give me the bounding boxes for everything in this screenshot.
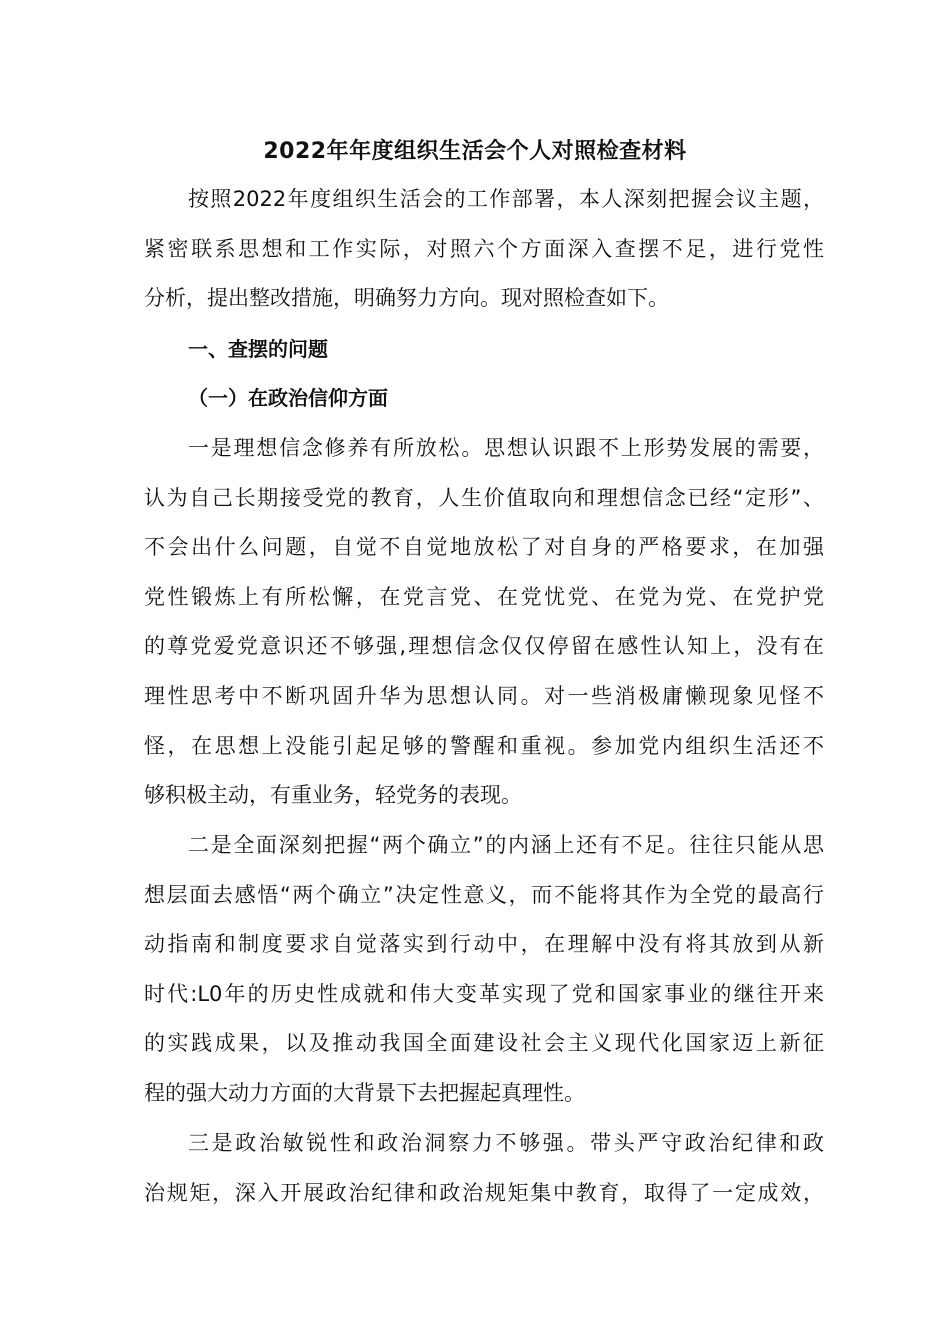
para2-line-4: 时代:L0年的历史性成就和伟大变革实现了党和国家事业的继往开来	[144, 981, 824, 1006]
para3-line-2: 治规矩，深入开展政治纪律和政治规矩集中教育，取得了一定成效，	[144, 1180, 824, 1205]
paragraph-ideals-beliefs	[144, 424, 824, 821]
para1-line-5: 的尊党爱党意识还不够强,理想信念仅仅停留在感性认知上，没有在	[144, 634, 824, 659]
paragraph-two-establishments	[144, 821, 824, 1119]
document-title: 2022年年度组织生活会个人对照检查材料	[263, 139, 687, 164]
intro-line-3: 分析，提出整改措施，明确努力方向。现对照检查如下。	[144, 286, 669, 311]
intro-paragraph	[144, 175, 824, 324]
para2-line-2: 想层面去感悟“两个确立”决定性意义，而不能将其作为全党的最高行	[144, 882, 824, 907]
para2-line-5: 的实践成果，以及推动我国全面建设社会主义现代化国家迈上新征	[144, 1031, 824, 1056]
para1-line-7: 怪，在思想上没能引起足够的警醒和重视。参加党内组织生活还不	[144, 733, 824, 758]
para2-line-6: 程的强大动力方面的大背景下去把握起真理性。	[144, 1080, 585, 1105]
para1-line-8: 够积极主动，有重业务，轻党务的表现。	[144, 783, 522, 808]
para1-line-4: 党性锻炼上有所松懈，在党言党、在党忧党、在党为党、在党护党	[144, 584, 824, 609]
para1-line-1: 一是理想信念修养有所放松。思想认识跟不上形势发展的需要，	[188, 436, 824, 460]
para1-line-3: 不会出什么问题，自觉不自觉地放松了对自身的严格要求，在加强	[144, 535, 824, 560]
para1-line-2: 认为自己长期接受党的教育，人生价值取向和理想信念已经“定形”、	[144, 485, 824, 510]
para2-line-1: 二是全面深刻把握“两个确立”的内涵上还有不足。往往只能从思	[188, 833, 824, 857]
para2-line-3: 动指南和制度要求自觉落实到行动中，在理解中没有将其放到从新	[144, 932, 824, 957]
section-heading-problems: 一、查摆的问题	[188, 337, 328, 361]
intro-line-2: 紧密联系思想和工作实际，对照六个方面深入查摆不足，进行党性	[144, 236, 824, 261]
paragraph-political-sensitivity	[144, 1119, 824, 1218]
intro-line-1: 按照2022年度组织生活会的工作部署，本人深刻把握会议主题，	[188, 187, 824, 211]
para3-line-1: 三是政治敏锐性和政治洞察力不够强。带头严守政治纪律和政	[188, 1131, 824, 1155]
subsection-heading-political-belief: （一）在政治信仰方面	[188, 386, 388, 410]
para1-line-6: 理性思考中不断巩固升华为思想认同。对一些消极庸懒现象见怪不	[144, 683, 824, 708]
